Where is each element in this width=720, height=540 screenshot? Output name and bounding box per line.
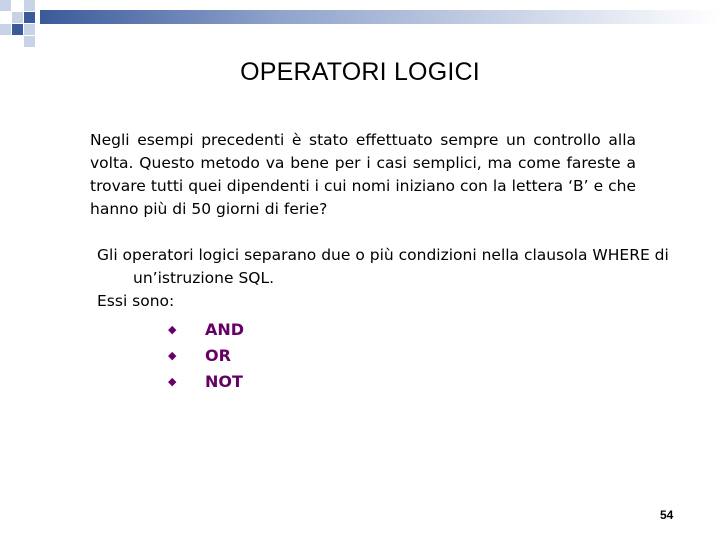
decor-square [12,24,23,35]
operators-list [168,316,244,394]
decor-square [24,24,35,35]
operator-or: OR [205,345,231,365]
list-item [168,368,244,394]
page-number: 54 [660,508,674,522]
corner-decoration [0,0,720,60]
decor-square [24,0,35,11]
decor-square [24,36,35,47]
decor-square [0,0,11,11]
decor-square [24,12,35,23]
operator-not: NOT [205,371,243,391]
list-item [168,316,244,342]
header-gradient-band [40,10,720,24]
decor-square [0,24,11,35]
operator-and: AND [205,319,245,339]
decor-square [12,0,23,11]
list-item [168,342,244,368]
diamond-bullet-icon: ◆ [168,322,177,336]
diamond-bullet-icon: ◆ [168,348,177,362]
body-paragraph: Negli esempi precedenti è stato effettuato sempre un controllo alla volta. Questo metodo va bene per i casi semplici, ma come fareste a trovare tutti quei dipendenti i cui nomi iniziano con la lettera ‘B’ e che hanno più di 50 giorni di ferie? [90,131,636,218]
intro-text: Gli operatori logici separano due o più condizioni nella clausola WHERE di un’istruzione SQL. [97,246,669,287]
diamond-bullet-icon: ◆ [168,374,177,388]
essi-sono-label: Essi sono: [97,292,175,310]
decor-square [12,12,23,23]
slide-title: OPERATORI LOGICI [240,58,480,86]
